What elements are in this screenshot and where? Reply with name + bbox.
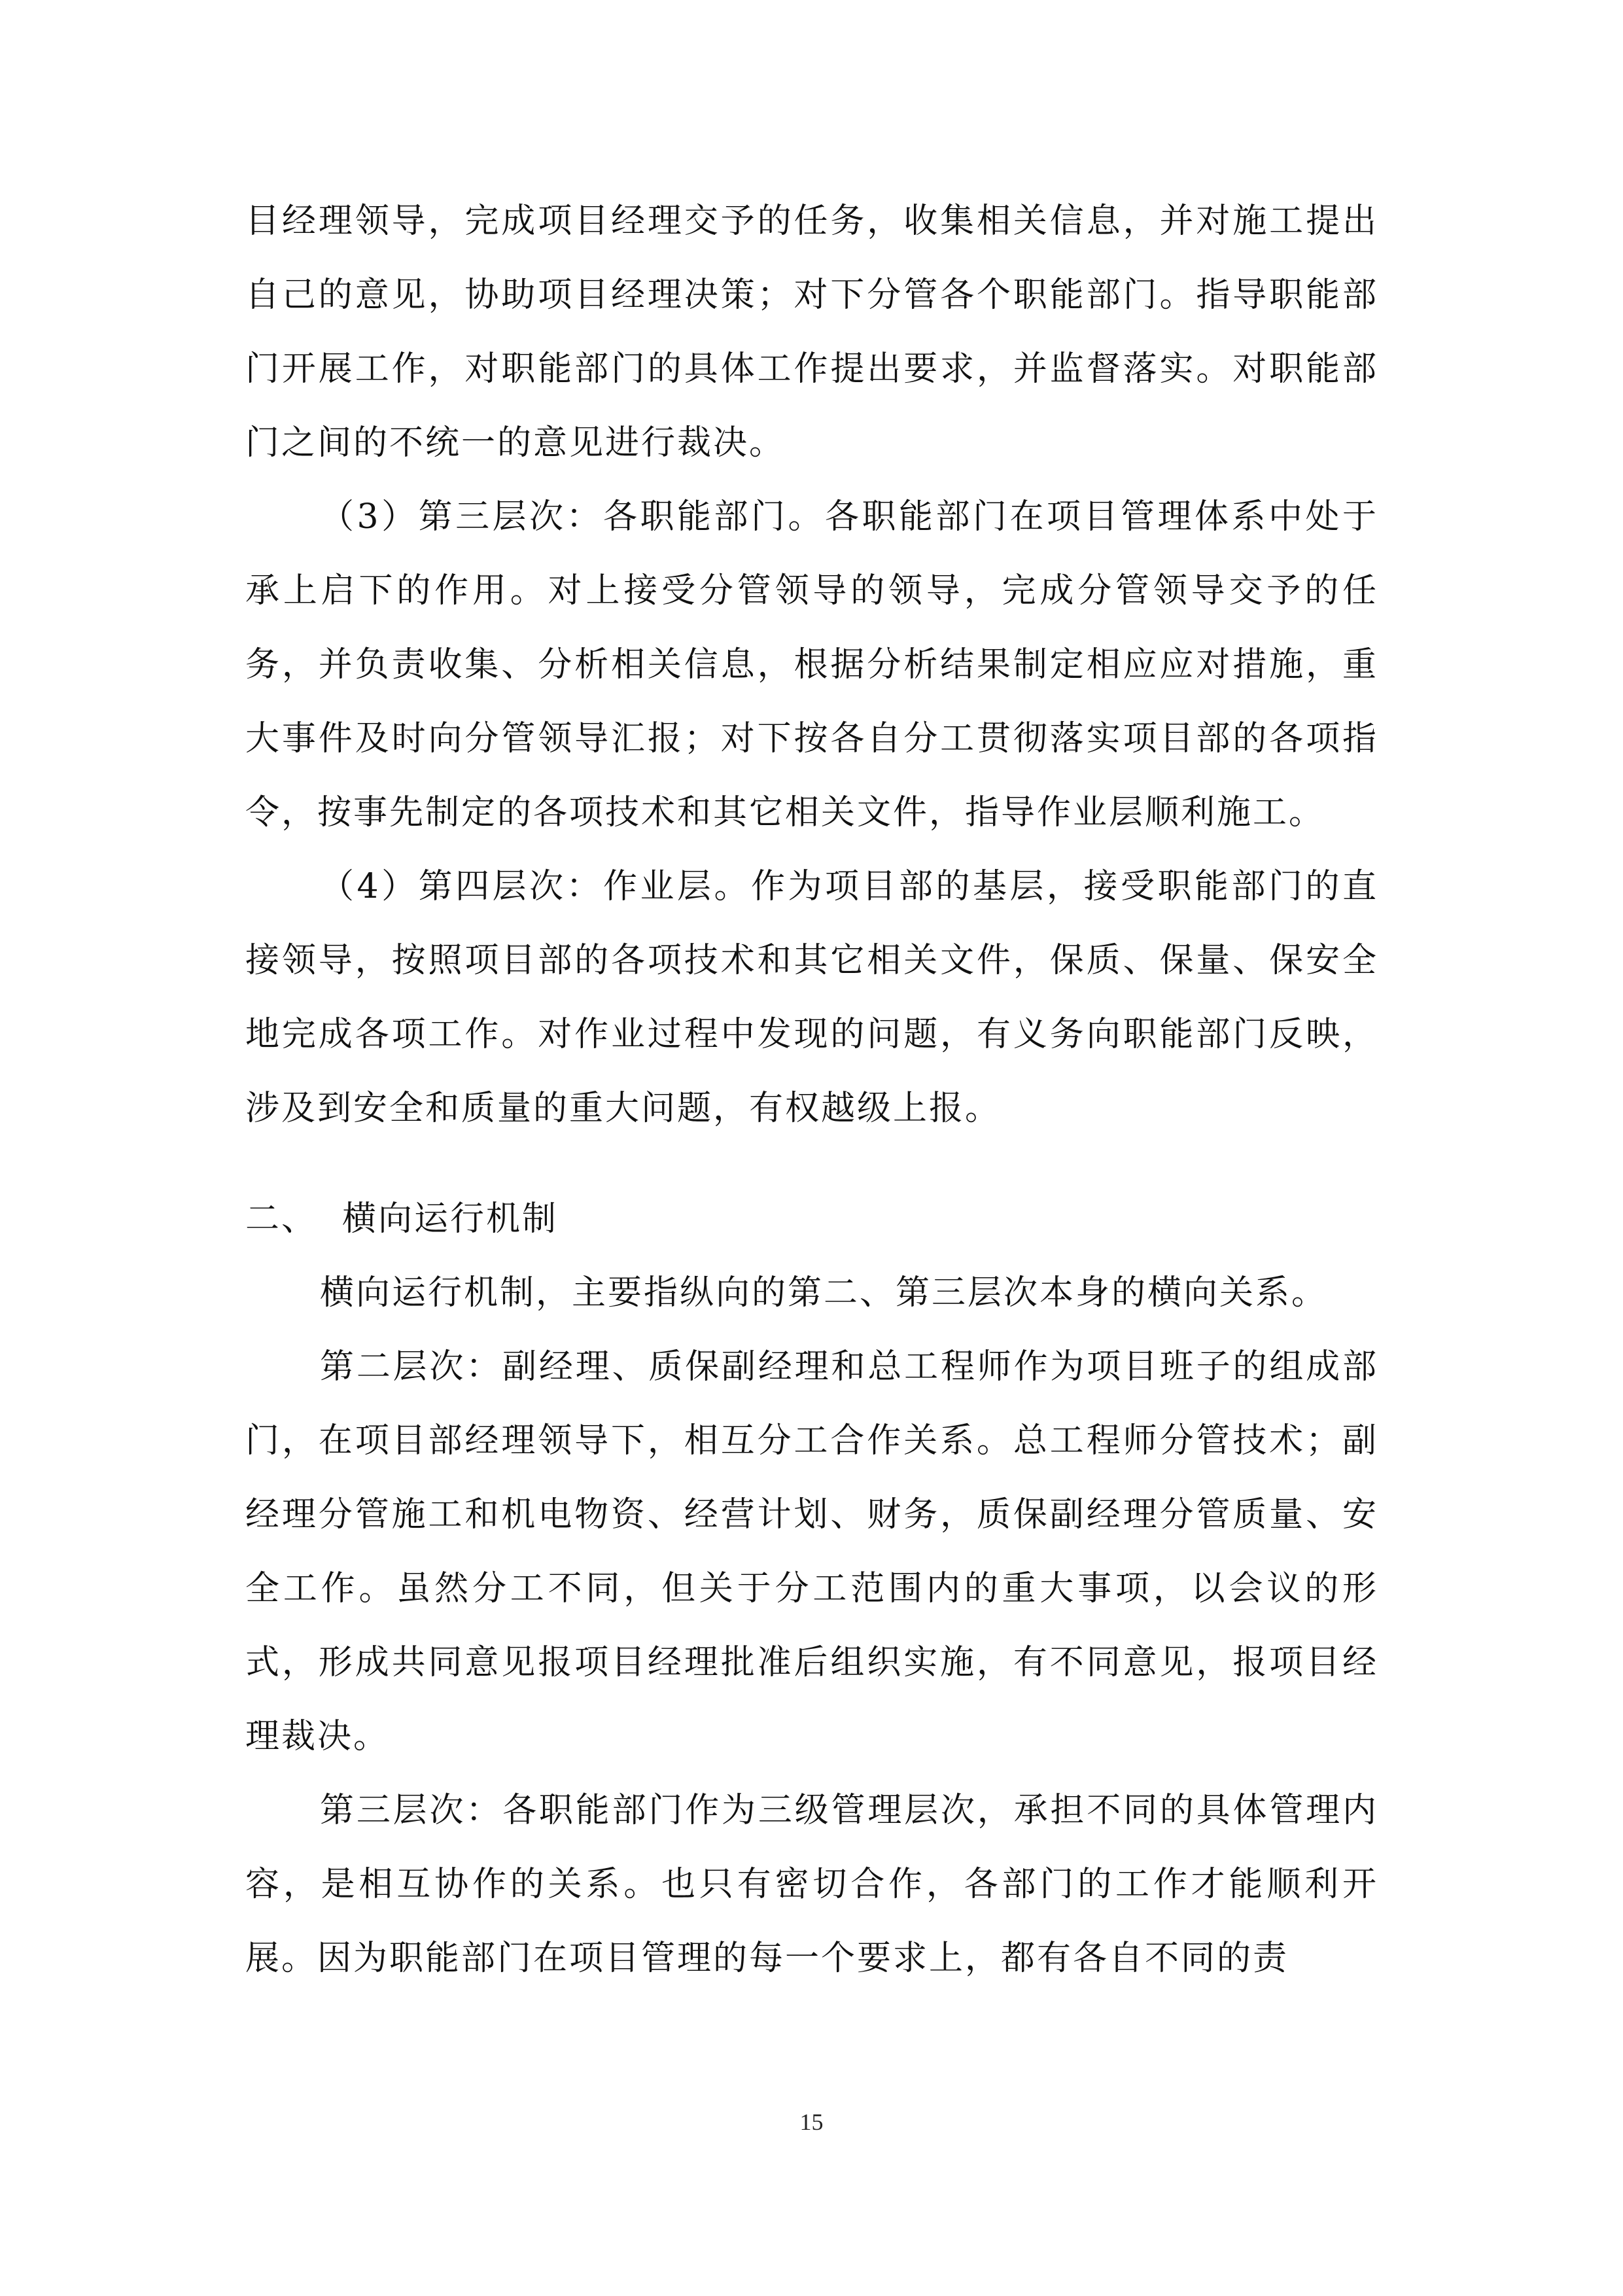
section-number: 二、 [245, 1199, 318, 1239]
paragraph: 第二层次：副经理、质保副经理和总工程师作为项目班子的组成部门，在项目部经理领导下，相互分工合作关系。总工程师分管技术；副经理分管施工和机电物资、经营计划、财务，质保副经理分管质量、安全工作。虽然分工不同，但关于分工范围内的重大事项，以会议的形式，形成共同意见报项目经理批准后组织实施，有不同意见，报项目经理裁决。 [245, 1347, 1378, 1756]
section-heading [245, 1182, 1378, 1256]
paragraph: （4）第四层次：作业层。作为项目部的基层，接受职能部门的直接领导，按照项目部的各项技术和其它相关文件，保质、保量、保安全地完成各项工作。对作业过程中发现的问题，有义务向职能部门反映，涉及到安全和质量的重大问题，有权越级上报。 [245, 867, 1378, 1128]
section-title: 横向运行机制 [342, 1199, 559, 1239]
paragraph: 第三层次：各职能部门作为三级管理层次，承担不同的具体管理内容，是相互协作的关系。也只有密切合作，各部门的工作才能顺利开展。因为职能部门在项目管理的每一个要求上，都有各自不同的责 [245, 1791, 1378, 1978]
paragraph: （3）第三层次：各职能部门。各职能部门在项目管理体系中处于承上启下的作用。对上接受分管领导的领导，完成分管领导交予的任务，并负责收集、分析相关信息，根据分析结果制定相应应对措施，重大事件及时向分管领导汇报；对下按各自分工贯彻落实项目部的各项指令，按事先制定的各项技术和其它相关文件，指导作业层顺利施工。 [245, 497, 1378, 832]
body-text [245, 185, 1378, 1996]
paragraph: 目经理领导，完成项目经理交予的任务，收集相关信息，并对施工提出自己的意见，协助项目经理决策；对下分管各个职能部门。指导职能部门开展工作，对职能部门的具体工作提出要求，并监督落实。对职能部门之间的不统一的意见进行裁决。 [245, 202, 1378, 463]
page-number: 15 [799, 2109, 824, 2135]
paragraph: 横向运行机制，主要指纵向的第二、第三层次本身的横向关系。 [320, 1273, 1328, 1313]
